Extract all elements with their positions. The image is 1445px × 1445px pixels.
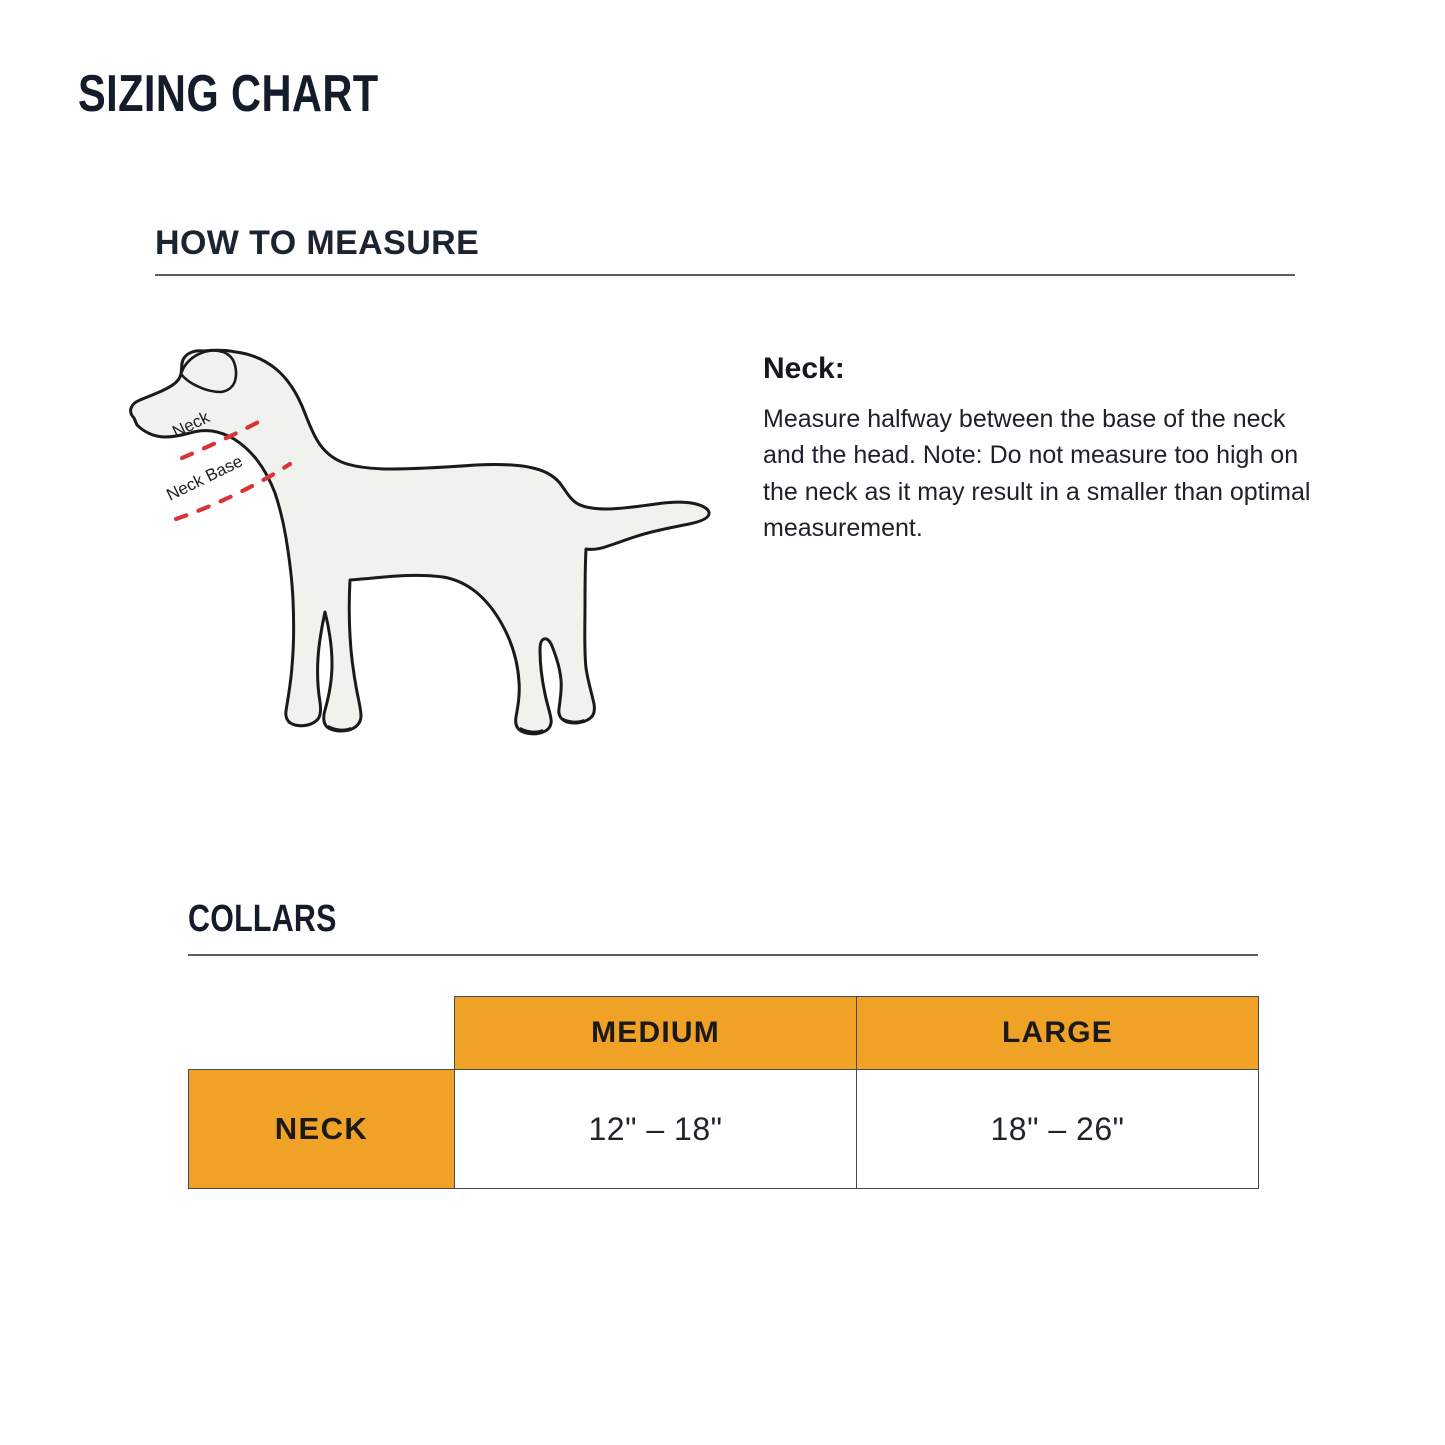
table-row-header-neck: NECK xyxy=(189,1070,455,1189)
table-column-header-medium: MEDIUM xyxy=(455,997,857,1070)
table-corner-cell xyxy=(189,997,455,1070)
dog-body-path xyxy=(131,350,709,733)
dog-silhouette-icon xyxy=(118,338,728,748)
how-to-measure-divider xyxy=(155,274,1295,276)
table-header-row xyxy=(189,997,1259,1070)
collars-heading: COLLARS xyxy=(188,898,337,940)
neck-copy-body: Measure halfway between the base of the neck and the head. Note: Do not measure too high on the neck as it may result in a smaller than optimal measurement. xyxy=(763,405,1311,542)
neck-base-label: Neck Base xyxy=(163,451,246,505)
collars-divider xyxy=(188,954,1258,956)
how-to-measure-heading: HOW TO MEASURE xyxy=(155,224,480,262)
neck-measurement-copy xyxy=(763,352,1333,546)
page-title: SIZING CHART xyxy=(78,65,379,123)
table-cell-neck-large: 18" – 26" xyxy=(857,1070,1259,1189)
collars-size-table xyxy=(188,996,1259,1189)
table-row xyxy=(189,1070,1259,1189)
table-column-header-large: LARGE xyxy=(857,997,1259,1070)
how-to-measure-section xyxy=(155,225,1295,276)
neck-copy-heading: Neck: xyxy=(763,352,845,385)
dog-diagram xyxy=(118,338,728,748)
collars-section xyxy=(188,900,1258,956)
table-cell-neck-medium: 12" – 18" xyxy=(455,1070,857,1189)
neck-label: Neck xyxy=(169,407,213,442)
